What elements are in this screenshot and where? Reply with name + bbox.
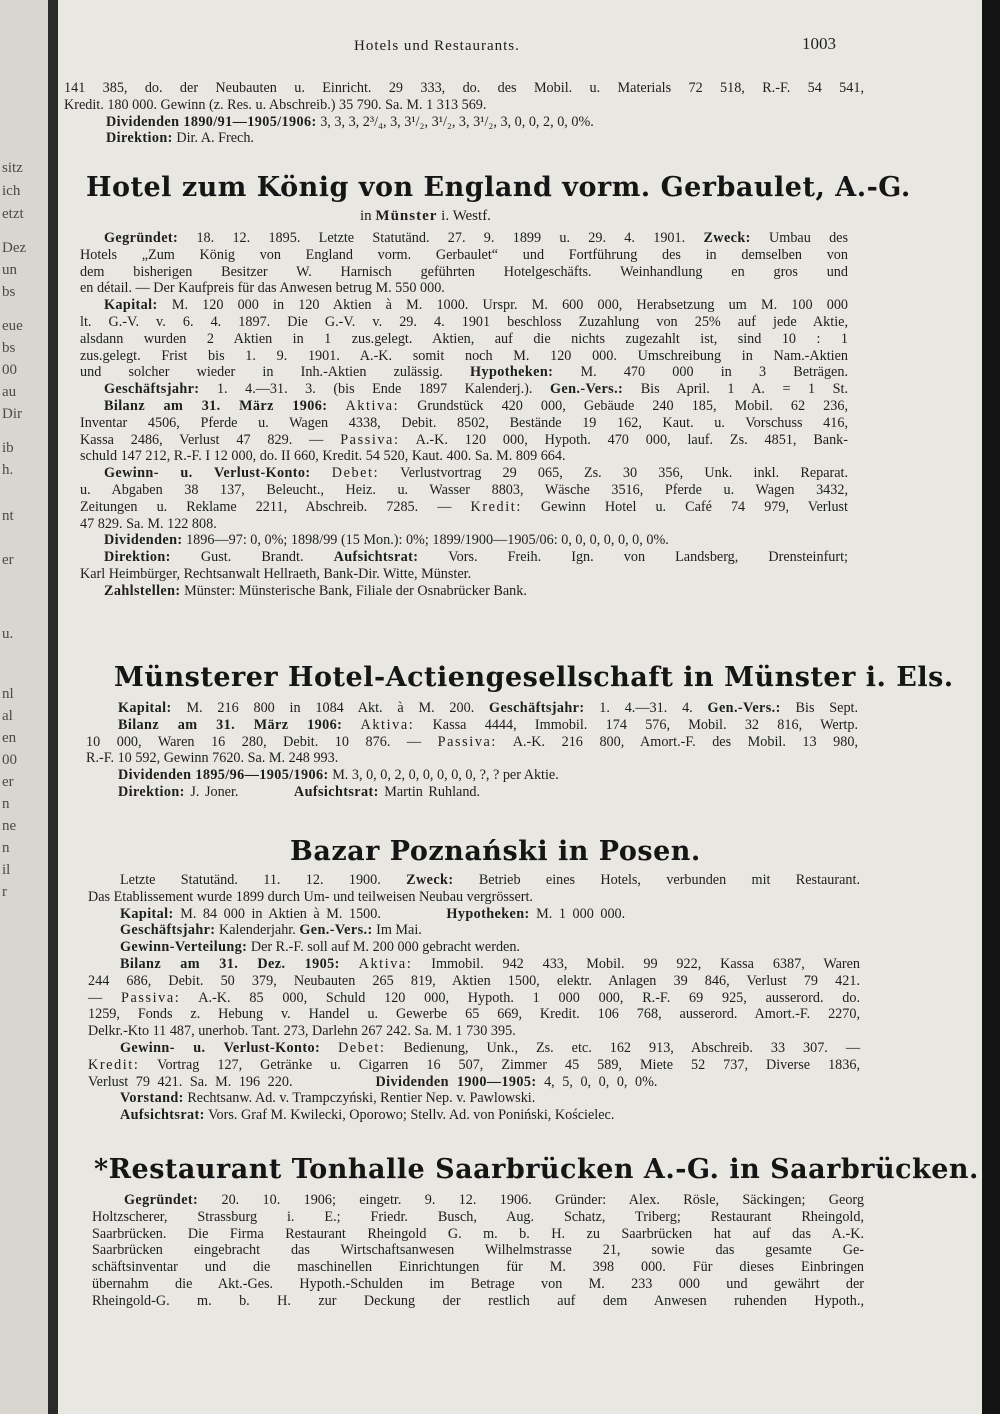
field-label: Gegründet: <box>104 230 179 246</box>
field-value: M. 120 000 in 120 Aktien à M. 1000. Urspr. M. 600 000, Herabsetzung um M. 100 000 <box>171 297 849 314</box>
field-value: Gewinn Hotel u. Café 74 979, Verlust <box>540 498 849 515</box>
field-label: Zweck: <box>703 230 751 246</box>
scan-edge <box>982 0 1000 1414</box>
field-label: Gewinn- u. Verlust-Konto: <box>104 465 311 482</box>
field-label: Gen.-Vers.: <box>549 381 624 398</box>
field-value: M. 3, 0, 0, 2, 0, 0, 0, 0, 0, ?, ? per Aktie. <box>332 767 559 784</box>
fragment-text: en <box>2 730 17 746</box>
fragment-text: er <box>2 774 14 790</box>
field-value: Bis April. 1 A. = 1 St. <box>640 381 848 398</box>
field-label: Geschäftsjahr: <box>120 922 216 939</box>
field-value: 18. 12. 1895. Letzte Statutänd. 27. 9. 1899 u. 29. 4. 1901. <box>196 230 686 246</box>
section-subheading <box>360 208 491 225</box>
spaced-word: Aktiva: <box>358 955 413 972</box>
text-line <box>80 381 848 398</box>
section-body <box>88 872 860 1124</box>
field-value: M. 1 000 000. <box>536 905 626 922</box>
text-line <box>80 364 848 381</box>
field-value: 10 000, Waren 16 280, Debit. 10 876. — <box>86 733 422 750</box>
field-value: A.-K. 120 000, Hypoth. 470 000, lauf. Zs. 4851, Bank- <box>415 431 849 448</box>
fragment-text: etzt <box>2 206 24 222</box>
field-label: Bilanz am 31. März 1906: <box>118 716 343 733</box>
field-value: Verlust 79 421. Sa. M. 196 220. <box>88 1073 293 1090</box>
field-label: Vorstand: <box>120 1090 184 1107</box>
fragment-text: ne <box>2 818 17 834</box>
field-label: Dividenden 1895/96—1905/1906: <box>118 767 329 784</box>
section-body <box>80 230 848 600</box>
fragment-text: 00 <box>2 752 17 768</box>
text-line: alsdann wurden 2 Aktien in 1 zus.gelegt. Aktien, auf die nichts zugezahlt ist, sind 10 : 1 <box>80 330 848 347</box>
previous-page-edge <box>0 0 48 1414</box>
text-line: dem bisherigen Besitzer W. Harnisch geführten Hotelgeschäfts. Weinhandlung en gros und <box>80 263 848 280</box>
field-label: Geschäftsjahr: <box>489 700 585 716</box>
fragment-text: n <box>2 840 10 856</box>
section-heading: Hotel zum König von England vorm. Gerbaulet, A.-G. <box>86 172 911 203</box>
field-value: Im Mai. <box>376 922 422 939</box>
text-line: Kredit. 180 000. Gewinn (z. Res. u. Abschreib.) 35 790. Sa. M. 1 313 569. <box>64 96 487 113</box>
field-label: Dividenden 1900—1905: <box>375 1073 537 1090</box>
subheading-suffix: i. Westf. <box>441 208 491 224</box>
field-value: 3, 3, 3, 2³/₄, 3, 3¹/₂, 3¹/₂, 3, 3¹/₂, 3, 0, 0, 2, 0, 0%. <box>320 113 594 130</box>
text-line: Delkr.-Kto 11 487, unerhob. Tant. 273, Darlehn 267 242. Sa. M. 1 730 395. <box>88 1023 516 1040</box>
text-line: Saarbrücken eingebracht das Wirtschaftsanwesen Wilhelmstrasse 21, sowie das gesamte Ge- <box>92 1242 864 1259</box>
text-line: Saarbrücken. Die Firma Restaurant Rheingold G. m. b. H. zu Saarbrücken hat auf das A.-K. <box>92 1225 864 1242</box>
running-header: Hotels und Restaurants. <box>354 38 520 54</box>
text-line <box>88 1107 860 1124</box>
text-line: Rheingold-G. m. b. H. zur Deckung der restlich auf dem Anwesen ruhenden Hypoth., <box>92 1292 864 1309</box>
field-value: J. Joner. <box>190 783 239 800</box>
fragment-text: n <box>2 796 10 812</box>
fragment-text: Dir <box>2 406 22 422</box>
fragment-text: al <box>2 708 13 724</box>
intro-continuation <box>64 80 864 147</box>
subheading-city: Münster <box>375 208 438 224</box>
field-value: Gust. Brandt. <box>200 549 304 566</box>
book-gutter <box>48 0 58 1414</box>
text-line: 47 829. Sa. M. 122 808. <box>80 515 217 532</box>
fragment-text: Dez <box>2 240 27 256</box>
field-label: Direktion: <box>104 549 171 566</box>
text-line <box>88 939 860 956</box>
field-label: Aufsichtsrat: <box>333 549 419 566</box>
field-value: 20. 10. 1906; eingetr. 9. 12. 1906. Gründer: Alex. Rösle, Säckingen; Georg <box>221 1192 864 1208</box>
text-line <box>88 922 860 939</box>
fragment-text: bs <box>2 284 16 300</box>
text-line: schuld 147 212, R.-F. I 12 000, do. II 660, Kredit. 54 520, Kaut. 400. Sa. M. 809 664. <box>80 448 566 465</box>
text-line <box>88 1057 860 1074</box>
text-line <box>86 784 858 801</box>
field-label: Hypotheken: <box>446 905 530 922</box>
field-value: 1. 4.—31. 3. (bis Ende 1897 Kalenderj.). <box>216 381 533 398</box>
field-value: Grundstück 420 000, Gebäude 240 185, Mobil. 62 236, <box>417 397 848 414</box>
fragment-text: eue <box>2 318 23 334</box>
fragment-text: nt <box>2 508 14 524</box>
text-line: 244 686, Debit. 50 379, Neubauten 265 819, Aktien 1500, elektr. Anlagen 39 846, Verlust 79 421. <box>88 972 860 989</box>
fragment-text: ich <box>2 183 21 199</box>
fragment-text: un <box>2 262 17 278</box>
fragment-text: u. <box>2 626 14 642</box>
text-line: 1259, Fonds z. Hebung v. Handel u. Gewerbe 65 669, Kredit. 106 768, ausserord. Amort.-F. 2270, <box>88 1006 860 1023</box>
subheading-prefix: in <box>360 208 372 224</box>
text-line: schäftsinventar und die maschinellen Einrichtungen für M. 398 000. Für dieses Einbringen <box>92 1259 864 1276</box>
field-value: Immobil. 942 433, Mobil. 99 922, Kassa 6387, Waren <box>431 955 860 972</box>
text-line: übernahm die Akt.-Ges. Hypoth.-Schulden im Betrage von M. 233 000 und gewährt der <box>92 1275 864 1292</box>
field-value: M. 470 000 in 3 Beträgen. <box>580 364 848 381</box>
field-value: 1. 4.—31. 4. <box>599 700 693 716</box>
text-line <box>92 1192 864 1209</box>
document-page <box>58 0 982 1414</box>
text-line: 141 385, do. der Neubauten u. Einricht. 29 333, do. des Mobil. u. Materials 72 518, R.-F. 54 541, <box>64 80 864 96</box>
section-body <box>92 1192 864 1310</box>
direction-line <box>64 130 864 147</box>
field-value: Bis Sept. <box>795 700 859 716</box>
field-label: Bilanz am 31. Dez. 1905: <box>120 955 340 972</box>
text-line <box>86 734 858 751</box>
field-value: Bedienung, Unk., Zs. etc. 162 913, Abschreib. 33 307. — <box>403 1039 861 1056</box>
field-label: Dividenden: <box>104 532 183 549</box>
text-line <box>88 906 860 923</box>
spaced-word: Passiva: <box>120 989 181 1006</box>
spaced-word: Aktiva: <box>345 397 400 414</box>
field-value: Martin Ruhland. <box>384 783 481 800</box>
dividends-line <box>64 114 864 131</box>
text-line <box>86 767 858 784</box>
fragment-text: il <box>2 862 11 878</box>
field-value: Betrieb eines Hotels, verbunden mit Restaurant. <box>478 872 861 888</box>
field-value: — <box>88 989 103 1006</box>
field-value: Rechtsanw. Ad. v. Trampczyński, Rentier Nep. v. Pawlowski. <box>187 1090 536 1107</box>
text-line: Das Etablissement wurde 1899 durch Um- und teilweisen Neubau vergrössert. <box>88 888 533 905</box>
field-label: Zweck: <box>406 872 454 888</box>
fragment-text: sitz <box>2 160 23 176</box>
spaced-word: Debet: <box>338 1039 386 1056</box>
fragment-text: au <box>2 384 17 400</box>
field-label: Bilanz am 31. März 1906: <box>104 397 328 414</box>
field-label: Kapital: <box>118 700 172 716</box>
fragment-text: bs <box>2 340 16 356</box>
field-value: Letzte Statutänd. 11. 12. 1900. <box>120 872 381 888</box>
text-line <box>80 432 848 449</box>
text-line: zus.gelegt. Frist bis 1. 9. 1901. A.-K. somit noch M. 120 000. Umschreibung in Nam.-Aktien <box>80 347 848 364</box>
spaced-word: Passiva: <box>340 431 400 448</box>
field-value: Umbau des <box>769 230 849 246</box>
text-line <box>80 499 848 516</box>
text-line <box>86 700 858 717</box>
text-line <box>88 956 860 973</box>
field-value: Münster: Münsterische Bank, Filiale der Osnabrücker Bank. <box>184 582 527 599</box>
spaced-word: Passiva: <box>437 733 497 750</box>
section-heading: Münsterer Hotel-Actiengesellschaft in Münster i. Els. <box>114 662 954 693</box>
text-line <box>88 1040 860 1057</box>
text-line <box>80 549 848 566</box>
text-line: en détail. — Der Kaufpreis für das Anwesen betrug M. 550 000. <box>80 280 445 297</box>
text-line: lt. G.-V. v. 6. 4. 1897. Die G.-V. v. 29. 4. 1901 beschloss Zuzahlung von 25% auf jede Aktie, <box>80 313 848 330</box>
field-label: Direktion: <box>118 783 185 800</box>
page-number: 1003 <box>802 34 836 53</box>
field-value: Vors. Graf M. Kwilecki, Oporowo; Stellv. Ad. von Poniński, Kościelec. <box>208 1107 615 1124</box>
field-value: Dir. A. Frech. <box>176 130 254 147</box>
field-value: und solcher wieder in Inh.-Aktien zulässig. <box>80 364 443 381</box>
text-line <box>80 583 848 600</box>
field-label: Aufsichtsrat: <box>120 1107 205 1124</box>
text-line <box>80 297 848 314</box>
text-line <box>88 990 860 1007</box>
spaced-word: Kredit: <box>88 1056 140 1073</box>
section-heading: Bazar Poznański in Posen. <box>290 836 701 867</box>
field-value: M. 84 000 in Aktien à M. 1500. <box>180 905 381 922</box>
field-label: Dividenden 1890/91—1905/1906: <box>106 113 317 130</box>
fragment-text: h. <box>2 462 14 478</box>
text-line <box>80 532 848 549</box>
text-line: Holtzscherer, Strassburg i. E.; Friedr. Busch, Aug. Schatz, Triberg; Restaurant Rheingold, <box>92 1208 864 1225</box>
fragment-text: ib <box>2 440 14 456</box>
spaced-word: Debet: <box>331 465 380 482</box>
field-label: Aufsichtsrat: <box>293 783 379 800</box>
field-value: 4, 5, 0, 0, 0, 0%. <box>544 1073 658 1090</box>
text-line: Inventar 4506, Pferde u. Wagen 4338, Debit. 8502, Bestände 19 162, Kaut. u. Vorschuss 416, <box>80 414 848 431</box>
text-line <box>86 717 858 734</box>
section-heading: *Restaurant Tonhalle Saarbrücken A.-G. in Saarbrücken. <box>94 1154 979 1185</box>
fragment-text: 00 <box>2 362 17 378</box>
field-label: Gewinn- u. Verlust-Konto: <box>120 1039 321 1056</box>
field-label: Kapital: <box>104 297 158 314</box>
text-line: R.-F. 10 592, Gewinn 7620. Sa. M. 248 993. <box>86 750 339 767</box>
fragment-text: nl <box>2 686 14 702</box>
field-label: Kapital: <box>120 905 174 922</box>
text-line <box>88 872 860 889</box>
spaced-word: Aktiva: <box>360 716 415 733</box>
field-value: Kassa 2486, Verlust 47 829. — <box>80 431 324 448</box>
field-value: Kalenderjahr. <box>218 922 296 939</box>
text-line <box>88 1074 860 1091</box>
field-value: M. 216 800 in 1084 Akt. à M. 200. <box>186 700 475 716</box>
text-line <box>80 465 848 482</box>
section-body <box>86 700 858 801</box>
text-line: Karl Heimbürger, Rechtsanwalt Hellraeth, Bank-Dir. Witte, Münster. <box>80 565 472 582</box>
field-value: Der R.-F. soll auf M. 200 000 gebracht werden. <box>250 939 520 956</box>
fragment-text: r <box>2 884 7 900</box>
field-value: Kassa 4444, Immobil. 174 576, Mobil. 32 816, Wertp. <box>432 716 859 733</box>
text-line: u. Abgaben 38 137, Beleucht., Heiz. u. Wasser 8803, Wäsche 3516, Pferde u. Wagen 3432, <box>80 481 848 498</box>
text-line <box>80 398 848 415</box>
field-label: Geschäftsjahr: <box>104 381 200 398</box>
field-label: Direktion: <box>106 130 173 147</box>
field-value: Vors. Freih. Ign. von Landsberg, Drensteinfurt; <box>448 549 848 566</box>
field-label: Gen.-Vers.: <box>299 922 373 939</box>
fragment-text: er <box>2 552 14 568</box>
field-label: Gen.-Vers.: <box>707 700 781 716</box>
field-label: Zahlstellen: <box>104 582 181 599</box>
field-value: Vortrag 127, Getränke u. Cigarren 16 507, Zimmer 45 589, Miete 52 737, Diverse 1836, <box>157 1056 860 1073</box>
spaced-word: Kredit: <box>470 498 522 515</box>
field-value: Verlustvortrag 29 065, Zs. 30 356, Unk. inkl. Reparat. <box>400 465 849 482</box>
text-line <box>80 230 848 247</box>
field-label: Gewinn-Verteilung: <box>120 939 248 956</box>
text-line <box>88 1090 860 1107</box>
field-label: Gegründet: <box>124 1192 199 1208</box>
field-value: 1896—97: 0, 0%; 1898/99 (15 Mon.): 0%; 1899/1900—1905/06: 0, 0, 0, 0, 0, 0, 0%. <box>186 532 669 549</box>
text-line: Hotels „Zum König von England vorm. Gerbaulet“ und Fortführung des in demselben von <box>80 246 848 263</box>
field-value: Zeitungen u. Reklame 2211, Abschreib. 7285. — <box>80 498 452 515</box>
field-value: A.-K. 85 000, Schuld 120 000, Hypoth. 1 000 000, R.-F. 69 925, ausserord. do. <box>198 989 861 1006</box>
field-label: Hypotheken: <box>470 364 554 381</box>
field-value: A.-K. 216 800, Amort.-F. des Mobil. 13 980, <box>512 733 859 750</box>
